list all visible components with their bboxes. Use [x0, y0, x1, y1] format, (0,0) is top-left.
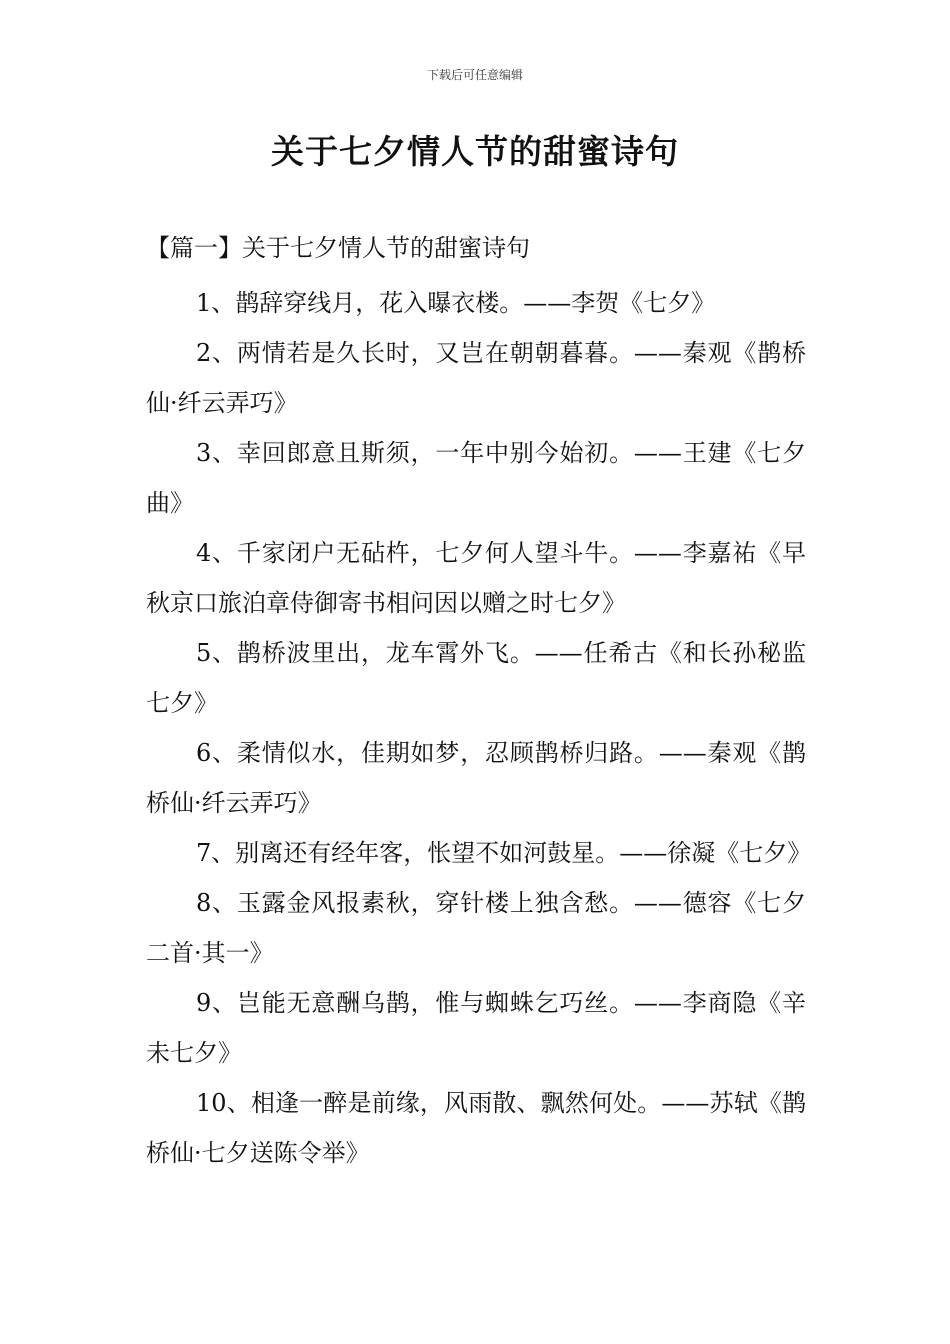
poem-line-5: 5、鹊桥波里出，龙车霄外飞。——任希古《和长孙秘监七夕》 [146, 639, 806, 717]
poem-line-2: 2、两情若是久长时，又岂在朝朝暮暮。——秦观《鹊桥仙·纤云弄巧》 [146, 339, 806, 417]
poem-line-7: 7、别离还有经年客，怅望不如河鼓星。——徐凝《七夕》 [196, 839, 812, 867]
header-note: 下载后可任意编辑 [426, 68, 523, 82]
poem-line-6: 6、柔情似水，佳期如梦，忍顾鹊桥归路。——秦观《鹊桥仙·纤云弄巧》 [146, 739, 806, 817]
document-body [146, 228, 812, 1178]
poem-line-8: 8、玉露金风报素秋，穿针楼上独含愁。——德容《七夕二首·其一》 [146, 889, 806, 967]
poem-line-4: 4、千家闭户无砧杵，七夕何人望斗牛。——李嘉祐《早秋京口旅泊章侍御寄书相问因以赠之时七夕》 [146, 539, 806, 617]
section-heading: 【篇一】关于七夕情人节的甜蜜诗句 [146, 234, 530, 262]
poem-line-3: 3、幸回郎意且斯须，一年中别今始初。——王建《七夕曲》 [146, 439, 806, 517]
poem-line-10: 10、相逢一醉是前缘，风雨散、飘然何处。——苏轼《鹊桥仙·七夕送陈令举》 [146, 1089, 806, 1167]
document-title: 关于七夕情人节的甜蜜诗句 [271, 132, 679, 171]
poem-line-9: 9、岂能无意酬乌鹊，惟与蜘蛛乞巧丝。——李商隐《辛未七夕》 [146, 989, 806, 1067]
poem-line-1: 1、鹊辞穿线月，花入曝衣楼。——李贺《七夕》 [196, 289, 716, 317]
